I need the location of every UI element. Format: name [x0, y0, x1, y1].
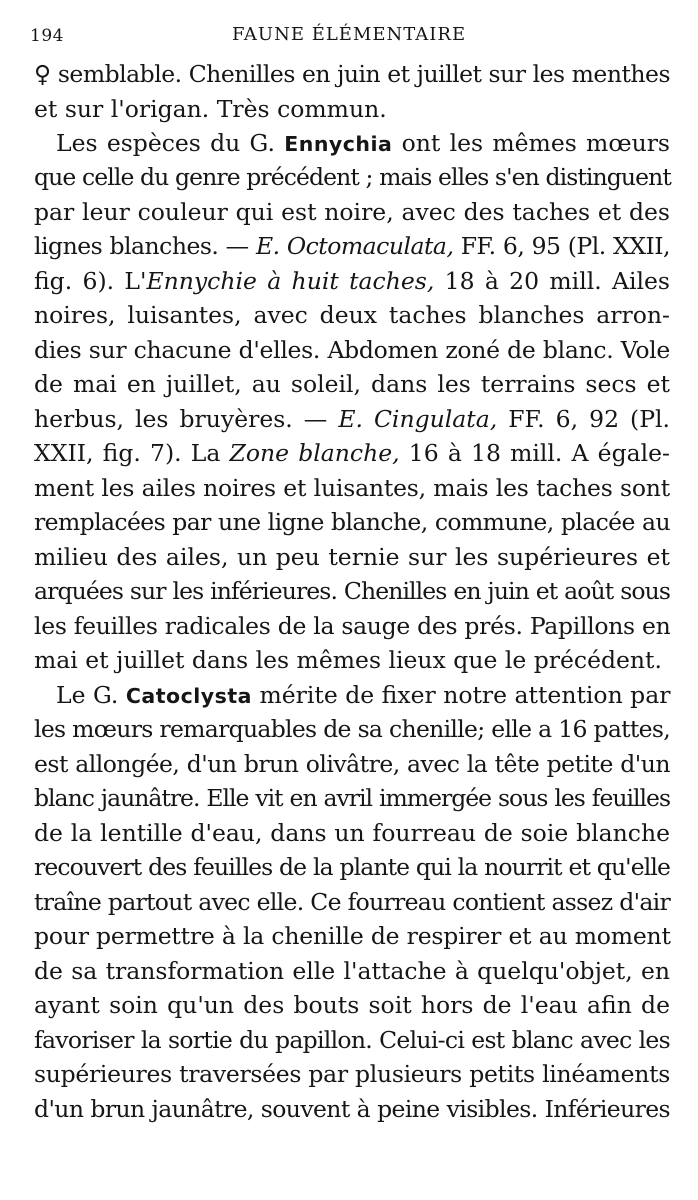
text-span: FF. 6, 92 (Pl. [497, 405, 670, 433]
text-span: XXII, fig. 7). La [34, 439, 230, 467]
text-span: fig. 6). L' [34, 267, 147, 295]
text-line: noires, luisantes, avec deux taches blanches arron- [34, 301, 670, 329]
text-line: ment les ailes noires et luisantes, mais les taches sont [34, 474, 670, 502]
text-line: de sa transformation elle l'attache à quelqu'objet, en [34, 957, 670, 985]
text-line: par leur couleur qui est noire, avec des taches et des [34, 198, 670, 226]
text-line: dies sur chacune d'elles. Abdomen zoné de blanc. Vole [34, 336, 670, 364]
text-line: les feuilles radicales de la sauge des prés. Papillons en [34, 612, 671, 640]
genus-name-ennychia: Ennychia [284, 132, 393, 156]
text-line: ♀ semblable. Chenilles en juin et juillet sur les menthes [34, 60, 670, 88]
text-line: blanc jaunâtre. Elle vit en avril immergée sous les feuilles [34, 784, 670, 812]
species-name: E. Octomaculata, [255, 232, 454, 260]
text-line: de la lentille d'eau, dans un fourreau de soie blanche [34, 819, 670, 847]
text-span: Les espèces du G. [56, 129, 285, 157]
text-span: Le G. [56, 681, 126, 709]
text-line [56, 126, 670, 161]
text-line: pour permettre à la chenille de respirer et au moment [34, 922, 671, 950]
running-title: FAUNE ÉLÉMENTAIRE [232, 24, 467, 45]
genus-name-catoclysta: Catoclysta [125, 684, 252, 708]
species-name: E. Cingulata, [338, 405, 498, 433]
text-line [34, 229, 670, 263]
text-line: milieu des ailes, un peu ternie sur les supérieures et [34, 543, 670, 571]
text-line: ayant soin qu'un des bouts soit hors de l'eau afin de [34, 991, 670, 1019]
common-name: Ennychie à huit taches, [146, 267, 435, 295]
page-number: 194 [30, 26, 64, 46]
text-line: supérieures traversées par plusieurs petits linéaments [34, 1060, 670, 1088]
text-line: les mœurs remarquables de sa chenille; elle a 16 pattes, [34, 715, 670, 743]
text-line: recouvert des feuilles de la plante qui la nourrit et qu'elle [34, 853, 670, 881]
text-span: 16 à 18 mill. A égale- [399, 439, 670, 467]
text-line: d'un brun jaunâtre, souvent à peine visibles. Inférieures [34, 1095, 670, 1123]
text-span: lignes blanches. — [34, 232, 256, 260]
text-span: mérite de fixer notre attention par [252, 681, 671, 709]
text-line [56, 678, 670, 713]
text-line [34, 436, 670, 470]
page-header [0, 24, 698, 48]
text-line [34, 402, 670, 436]
text-line: arquées sur les inférieures. Chenilles en juin et août sous [34, 577, 670, 605]
text-line: traîne partout avec elle. Ce fourreau contient assez d'air [34, 888, 670, 916]
text-span: 18 à 20 mill. Ailes [434, 267, 670, 295]
text-line: remplacées par une ligne blanche, commune, placée au [34, 508, 670, 536]
text-span: FF. 6, 95 (Pl. XXII, [453, 232, 671, 260]
text-line: que celle du genre précédent ; mais elles s'en distinguent [34, 163, 671, 191]
text-line: est allongée, d'un brun olivâtre, avec la tête petite d'un [34, 750, 670, 778]
text-line: et sur l'origan. Très commun. [34, 95, 387, 123]
common-name: Zone blanche, [229, 439, 400, 467]
text-span: ont les mêmes mœurs [392, 129, 670, 157]
text-span: herbus, les bruyères. — [34, 405, 339, 433]
text-line: favoriser la sortie du papillon. Celui-ci est blanc avec les [34, 1026, 670, 1054]
text-line: mai et juillet dans les mêmes lieux que le précédent. [34, 646, 662, 674]
text-line [34, 264, 670, 298]
text-line: de mai en juillet, au soleil, dans les terrains secs et [34, 370, 670, 398]
